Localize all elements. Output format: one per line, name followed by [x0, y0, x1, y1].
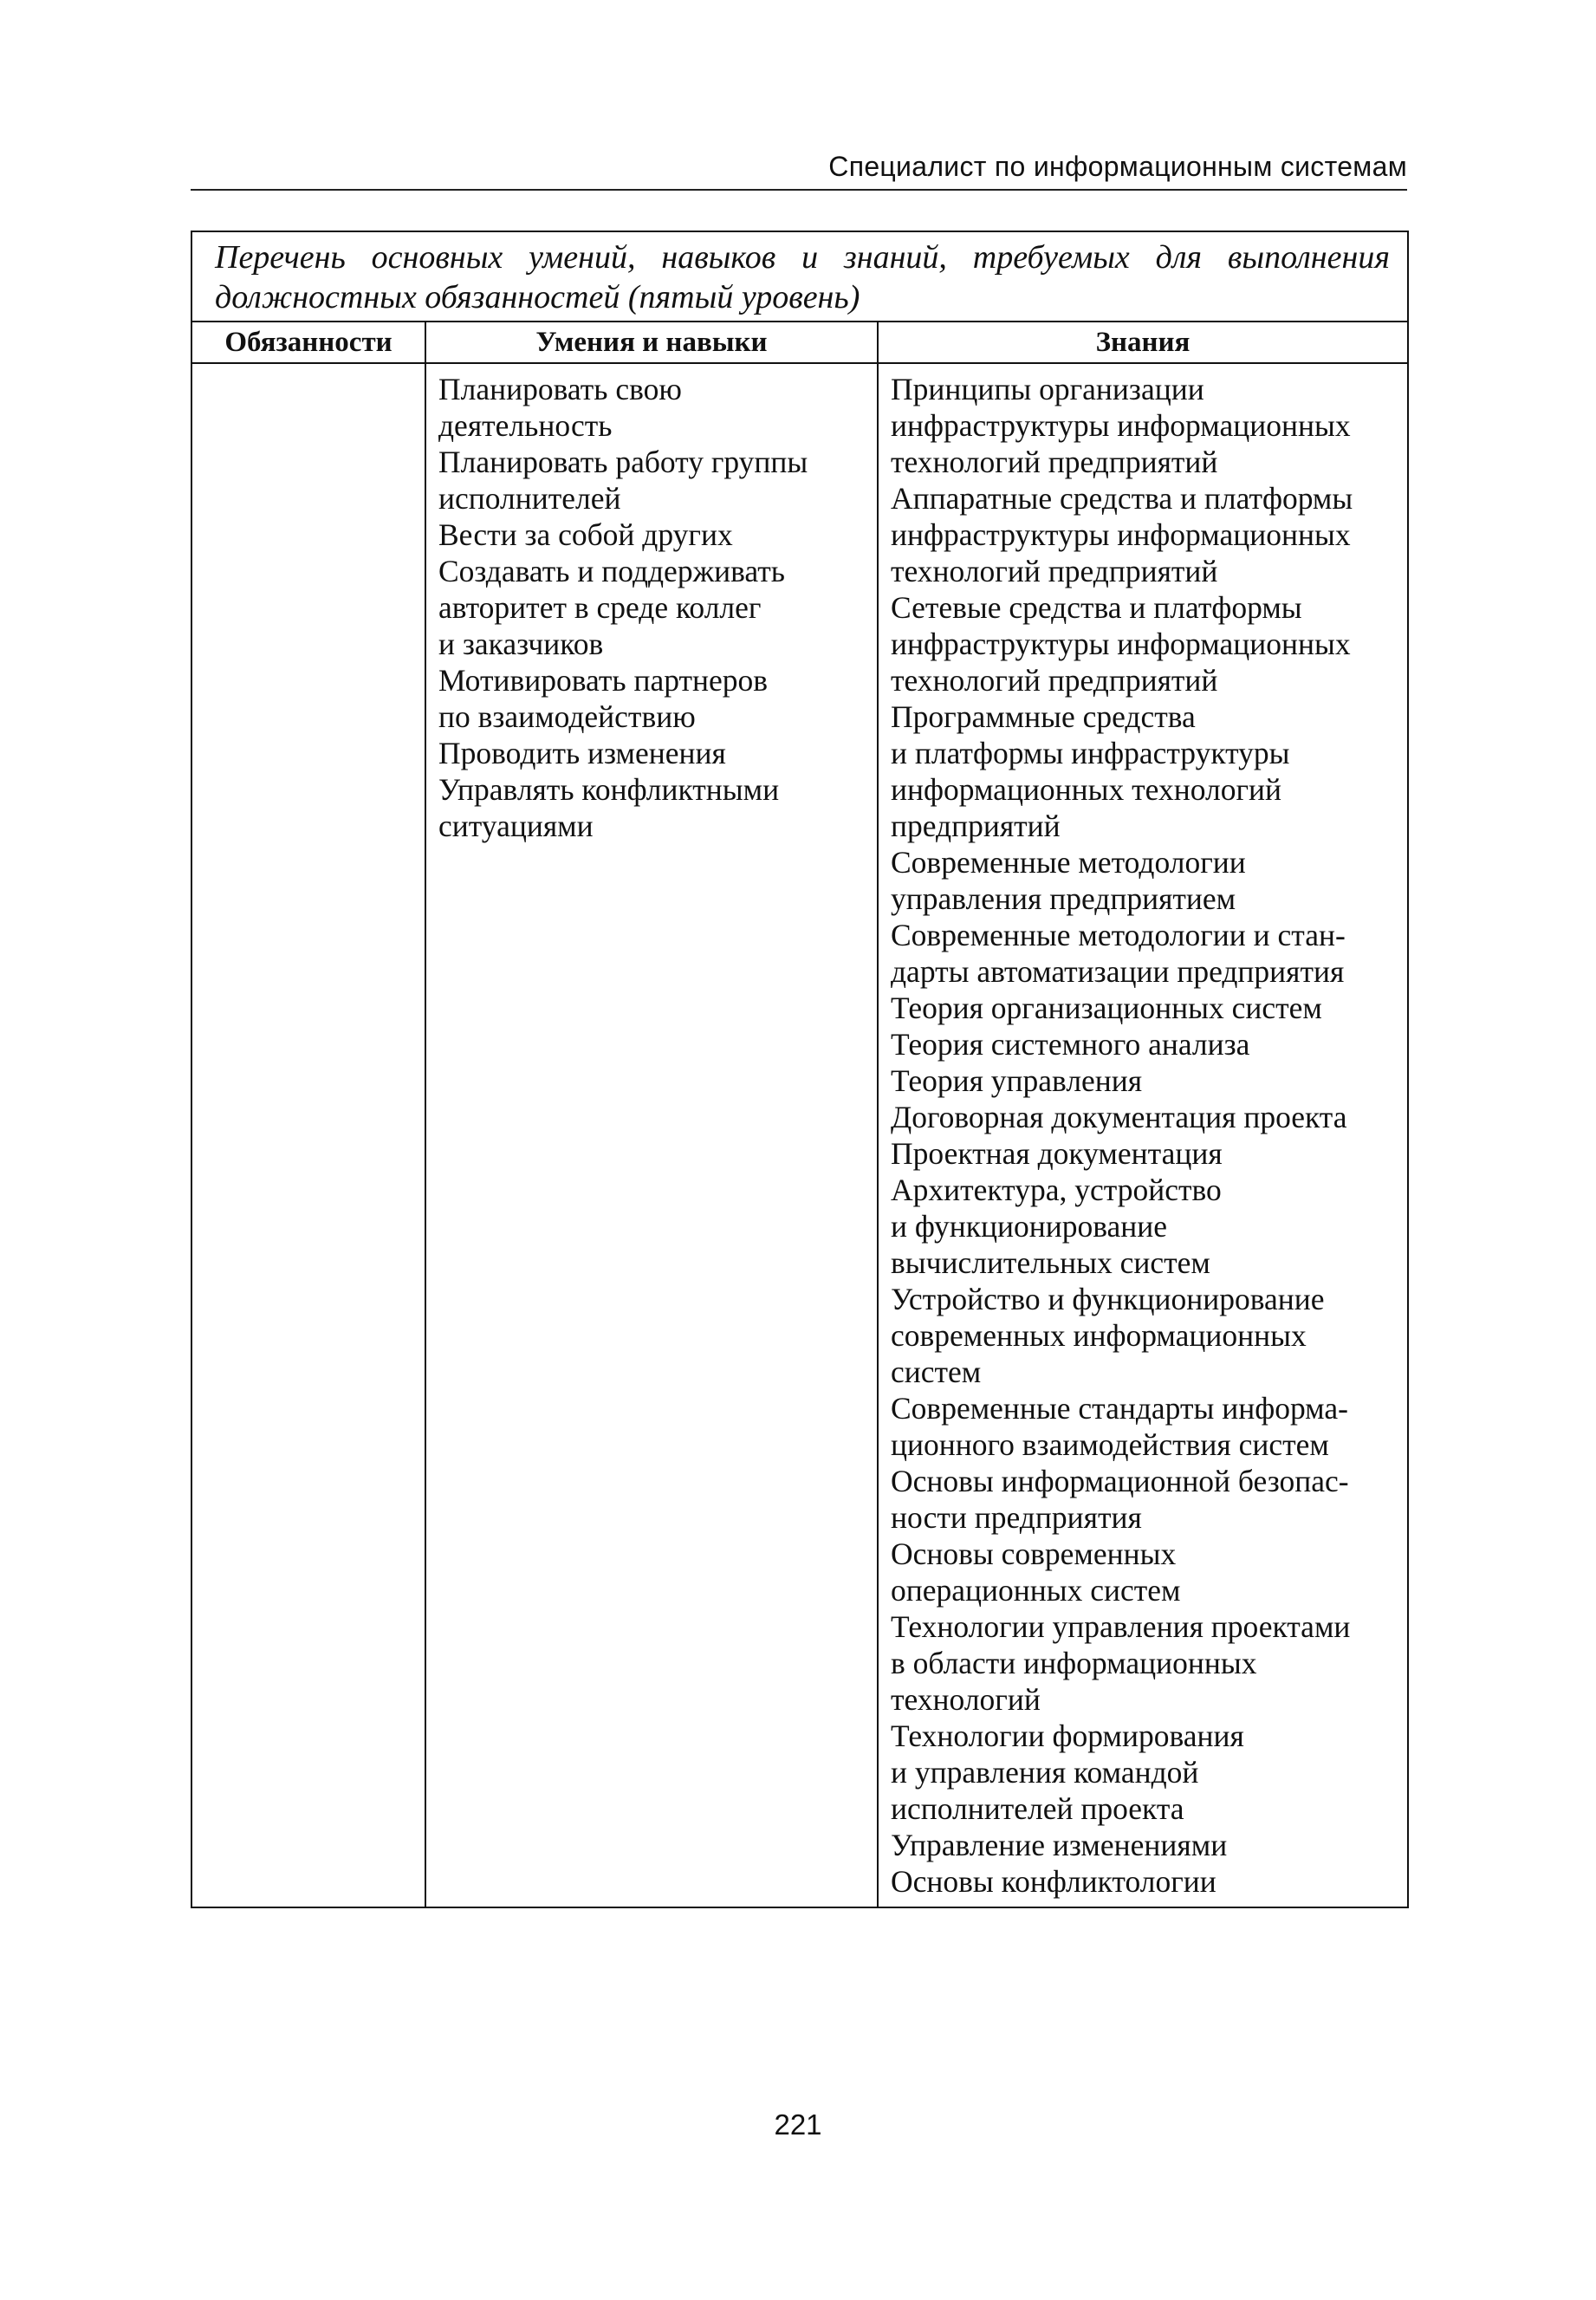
header-knowledge: Знания	[1095, 327, 1191, 358]
knowledge-line: ционного взаимодействия систем	[891, 1427, 1329, 1462]
skill-line: ситуациями	[438, 809, 594, 843]
table-header-row	[192, 322, 1407, 364]
running-header: Специалист по информационным системам	[191, 149, 1407, 191]
knowledge-line: Аппаратные средства и платформы	[891, 481, 1353, 516]
knowledge-line: инфраструктуры информационных	[891, 517, 1351, 552]
table-caption: Перечень основных умений, навыков и знаний, требуемых для выполнения должностных обязанностей (пятый уровень)	[192, 232, 1407, 322]
knowledge-line: информационных технологий	[891, 772, 1282, 807]
skills-cell	[438, 371, 808, 844]
skill-line: исполнителей	[438, 481, 621, 516]
knowledge-line: технологий предприятий	[891, 663, 1218, 698]
knowledge-line: Сетевые средства и платформы	[891, 590, 1302, 625]
header-duties: Обязанности	[224, 327, 393, 358]
knowledge-line: вычислительных систем	[891, 1245, 1210, 1280]
knowledge-line: Теория системного анализа	[891, 1027, 1250, 1062]
knowledge-line: предприятий	[891, 809, 1061, 843]
knowledge-line: и функционирование	[891, 1209, 1168, 1244]
skill-line: Создавать и поддерживать	[438, 554, 785, 588]
skill-line: по взаимодействию	[438, 699, 696, 734]
skill-line: Проводить изменения	[438, 736, 726, 770]
knowledge-line: Современные методологии и стан-	[891, 918, 1346, 952]
knowledge-line: дарты автоматизации предприятия	[891, 954, 1345, 989]
skill-line: и заказчиков	[438, 627, 604, 661]
knowledge-line: Технологии управления проектами	[891, 1609, 1351, 1644]
knowledge-line: Современные методологии	[891, 845, 1246, 880]
knowledge-line: и платформы инфраструктуры	[891, 736, 1290, 770]
knowledge-cell	[891, 371, 1353, 1900]
skill-line: Планировать работу группы	[438, 445, 808, 479]
knowledge-line: систем	[891, 1355, 982, 1389]
knowledge-line: Основы современных	[891, 1537, 1177, 1571]
column-divider	[425, 322, 426, 1907]
knowledge-line: Основы информационной безопас-	[891, 1464, 1349, 1498]
knowledge-line: Проектная документация	[891, 1136, 1223, 1171]
page-number: 221	[774, 2108, 822, 2141]
knowledge-line: инфраструктуры информационных	[891, 408, 1351, 443]
knowledge-line: управления предприятием	[891, 881, 1236, 916]
knowledge-line: инфраструктуры информационных	[891, 627, 1351, 661]
knowledge-line: Теория управления	[891, 1063, 1143, 1098]
knowledge-line: технологий	[891, 1682, 1041, 1717]
header-skills: Умения и навыки	[535, 327, 768, 358]
knowledge-line: Договорная документация проекта	[891, 1100, 1347, 1134]
knowledge-line: операционных систем	[891, 1573, 1181, 1608]
knowledge-line: Современные стандарты информа-	[891, 1391, 1348, 1426]
skill-line: авторитет в среде коллег	[438, 590, 762, 625]
knowledge-line: Программные средства	[891, 699, 1196, 734]
knowledge-line: и управления командой	[891, 1755, 1199, 1790]
skill-line: Вести за собой других	[438, 517, 733, 552]
knowledge-line: Устройство и функционирование	[891, 1282, 1325, 1316]
knowledge-line: Архитектура, устройство	[891, 1173, 1222, 1207]
knowledge-line: ности предприятия	[891, 1500, 1142, 1535]
knowledge-line: Технологии формирования	[891, 1719, 1244, 1753]
knowledge-line: Управление изменениями	[891, 1828, 1228, 1862]
knowledge-line: технологий предприятий	[891, 445, 1218, 479]
skill-line: Мотивировать партнеров	[438, 663, 769, 698]
knowledge-line: в области информационных	[891, 1646, 1257, 1680]
skill-line: деятельность	[438, 408, 613, 443]
knowledge-line: Основы конфликтологии	[891, 1864, 1216, 1899]
knowledge-line: исполнителей проекта	[891, 1791, 1184, 1826]
skill-line: Планировать свою	[438, 372, 682, 406]
knowledge-line: Теория организационных систем	[891, 991, 1322, 1025]
knowledge-line: современных информационных	[891, 1318, 1307, 1353]
competency-table	[191, 231, 1409, 1908]
knowledge-line: технологий предприятий	[891, 554, 1218, 588]
skill-line: Управлять конфликтными	[438, 772, 780, 807]
knowledge-line: Принципы организации	[891, 372, 1204, 406]
column-divider	[877, 322, 879, 1907]
